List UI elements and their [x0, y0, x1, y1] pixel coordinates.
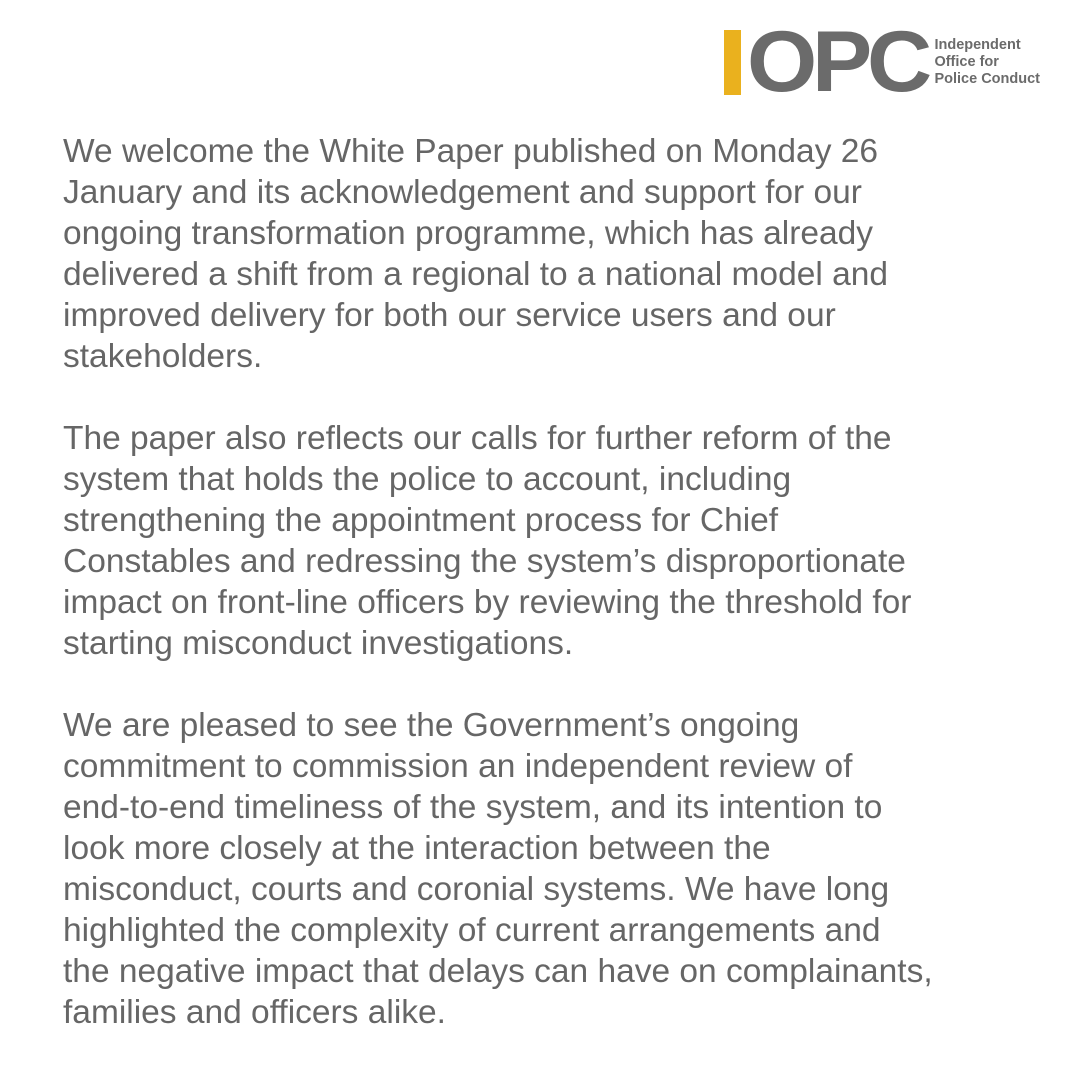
- logo-mark: [724, 14, 934, 110]
- statement-paragraph: We are pleased to see the Government’s ongoing commitment to commission an independent review of end-to-end timeliness of the system, and its intention to look more closely at the interaction between the misconduct, courts and coronial systems. We have long highlighted the complexity of current arrangements and the negative impact that delays can have on complainants, families and officers alike.: [63, 707, 933, 1031]
- statement-paragraph: The paper also reflects our calls for further reform of the system that holds the police to account, including strengthening the appointment process for Chief Constables and redressing the system’s disproportionate impact on front-line officers by reviewing the threshold for starting misconduct investigations.: [63, 420, 912, 662]
- logo-accent-bar: [724, 30, 741, 95]
- statement-paragraph: We welcome the White Paper published on Monday 26 January and its acknowledgement and support for our ongoing transformation programme, which has already delivered a shift from a regional to a national model and improved delivery for both our service users and our stakeholders.: [63, 133, 888, 375]
- statement-body: [63, 131, 1023, 1074]
- logo-caption-line: Independent: [934, 37, 1021, 53]
- iopc-logo: [724, 14, 1040, 110]
- logo-caption-line: Office for: [934, 54, 999, 70]
- logo-caption: [934, 37, 1040, 88]
- logo-letters: OPC: [747, 14, 928, 110]
- logo-caption-line: Police Conduct: [934, 71, 1040, 87]
